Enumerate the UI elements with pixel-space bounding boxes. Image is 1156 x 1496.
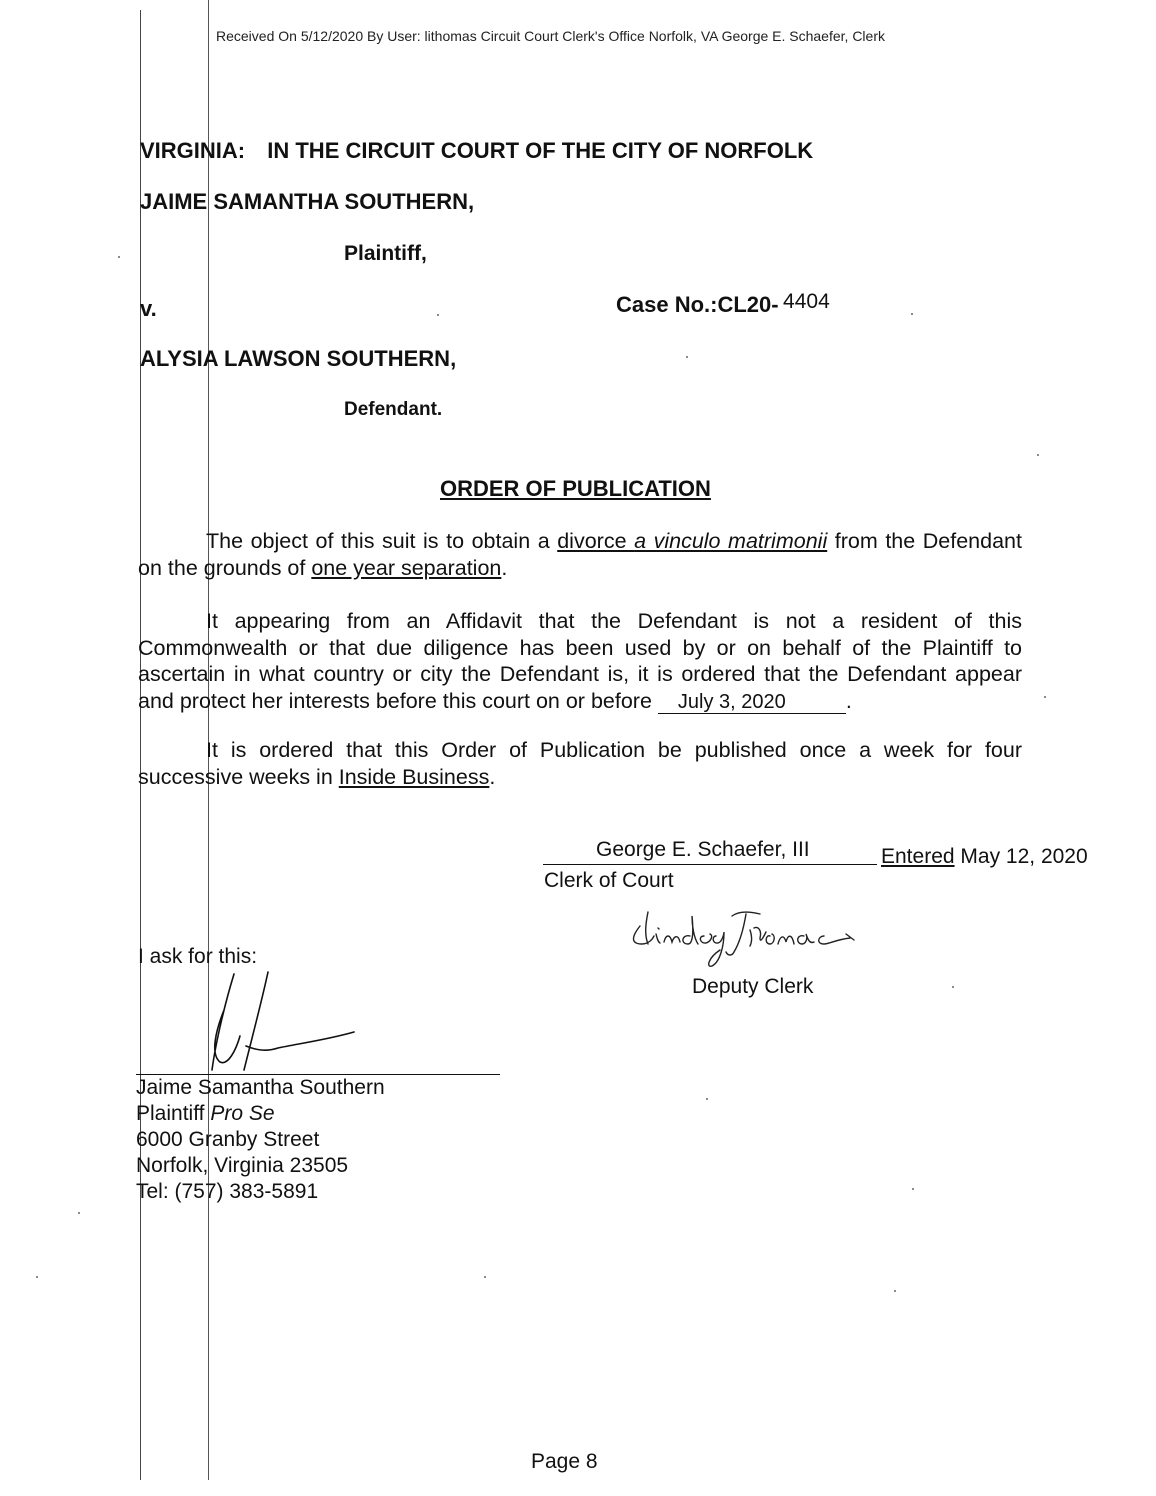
venue-label: VIRGINIA: xyxy=(140,138,246,163)
versus: v. xyxy=(140,296,157,321)
scan-speck xyxy=(912,1188,914,1190)
scan-speck xyxy=(911,313,913,315)
appearance-date: July 3, 2020 xyxy=(677,690,786,713)
case-number-line xyxy=(616,292,830,318)
clerk-signature-line xyxy=(543,864,877,865)
scan-speck xyxy=(36,1276,38,1278)
court-venue xyxy=(140,138,813,164)
scan-speck xyxy=(437,314,439,316)
paragraph-object-of-suit: The object of this suit is to obtain a divorce a vinculo matrimonii from the Defendant on the grounds of one year separation. xyxy=(138,529,1022,580)
para3-text: It is ordered that this Order of Publication be published once a week for four successive weeks in xyxy=(138,738,1022,789)
defendant-name: ALYSIA LAWSON SOUTHERN, xyxy=(140,346,457,371)
scan-speck xyxy=(1044,696,1046,698)
scan-speck xyxy=(686,356,688,358)
para1-text-2: from the Defendant on the grounds of xyxy=(138,529,1022,580)
para2-text: It appearing from an Affidavit that the Defendant is not a resident of this Commonwealth or that due diligence has been used by or on behalf of the Plaintiff to ascertain in what country or city the Defendant is, it is ordered that the Defendant appear and protect her interests before this court on or before xyxy=(138,609,1022,713)
received-stamp: Received On 5/12/2020 By User: lithomas Circuit Court Clerk's Office Norfolk, VA George E. Schaefer, Clerk xyxy=(216,28,885,44)
clerk-name: George E. Schaefer, III xyxy=(596,838,810,861)
publication-name: Inside Business xyxy=(338,764,490,789)
entered-label: Entered xyxy=(881,845,955,868)
plaintiff-role: Plaintiff, xyxy=(344,242,427,265)
scan-speck xyxy=(484,1276,486,1278)
scan-speck xyxy=(894,1290,896,1292)
scan-speck xyxy=(118,256,120,258)
scan-speck xyxy=(952,986,954,988)
para1-grounds: one year separation xyxy=(311,555,502,580)
paragraph-publication: It is ordered that this Order of Publication be published once a week for four successive weeks in Inside Business. xyxy=(138,738,1022,789)
plaintiff-name: JAIME SAMANTHA SOUTHERN, xyxy=(140,189,475,214)
plaintiff-signature xyxy=(196,970,360,1080)
paragraph-affidavit: It appearing from an Affidavit that the Defendant is not a resident of this Commonwealth or that due diligence has been used by or on behalf of the Plaintiff to ascertain in what country or city the Defendant is, it is ordered that the Defendant appear and protect her interests before this court on or before July 3, 2020 . xyxy=(138,609,1022,713)
requester-city: Norfolk, Virginia 23505 xyxy=(136,1154,349,1177)
entered-stamp xyxy=(881,845,1088,869)
deputy-clerk-title: Deputy Clerk xyxy=(692,975,814,998)
scan-speck xyxy=(706,1098,708,1100)
requester-phone: Tel: (757) 383-5891 xyxy=(136,1180,319,1203)
entered-date: May 12, 2020 xyxy=(960,845,1088,868)
scan-speck xyxy=(1037,454,1039,456)
pro-se: Pro Se xyxy=(210,1102,275,1125)
requester-name: Jaime Samantha Southern xyxy=(136,1076,385,1099)
ask-for-this: I ask for this: xyxy=(138,945,258,968)
plaintiff-signature-line xyxy=(136,1074,500,1075)
para1-text-1: The object of this suit is to obtain a xyxy=(206,529,558,553)
requester-street: 6000 Granby Street xyxy=(136,1128,320,1151)
document-title: ORDER OF PUBLICATION xyxy=(440,476,711,501)
scan-speck xyxy=(78,1212,80,1214)
clerk-title: Clerk of Court xyxy=(544,869,674,892)
case-number: 4404 xyxy=(783,290,830,313)
appearance-date-blank xyxy=(658,690,846,714)
defendant-role: Defendant. xyxy=(344,399,443,420)
deputy-clerk-signature xyxy=(628,906,864,972)
para1-divorce: divorce a vinculo matrimonii xyxy=(557,529,828,553)
page-number: Page 8 xyxy=(531,1450,598,1473)
venue-court: IN THE CIRCUIT COURT OF THE CITY OF NORFOLK xyxy=(267,138,814,163)
requester-role: Plaintiff Pro Se xyxy=(136,1102,275,1125)
case-label: Case No.:CL20- xyxy=(616,292,779,317)
